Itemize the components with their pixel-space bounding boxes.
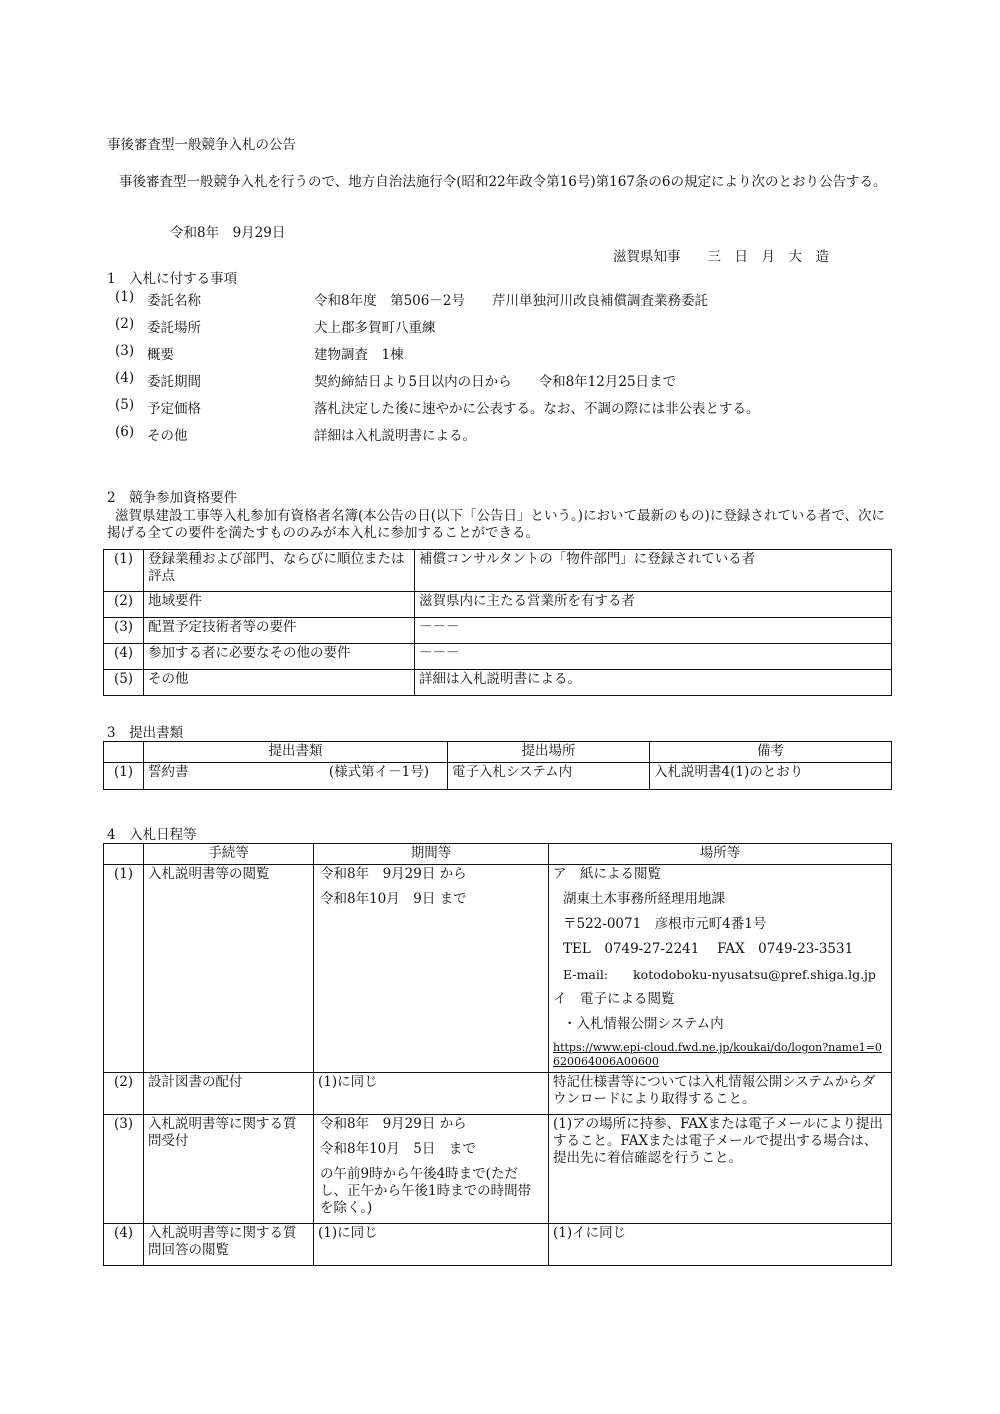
table-row [104,1115,892,1224]
row-number: (2) [104,1073,144,1115]
period-start: 令和8年 9月29日 から [320,866,467,882]
intro-paragraph: 事後審査型一般競争入札を行うので、地方自治法施行令(昭和22年政令第16号)第167条の6の規定により次のとおり公告する。 [119,174,887,190]
period-cell: (1)に同じ [314,1073,549,1115]
item-value: 建物調査 1棟 [314,347,404,363]
electronic-viewing-label: イ 電子による閲覧 [553,991,675,1007]
table-row [104,670,892,696]
item-label: 委託名称 [147,293,201,309]
item-label: 予定価格 [147,401,201,417]
requirement-label: 配置予定技術者等の要件 [144,618,415,644]
office-phone-fax: TEL 0749-27-2241 FAX 0749-23-3531 [563,941,854,957]
requirement-value: 滋賀県内に主たる営業所を有する者 [415,592,892,618]
item-value: 落札決定した後に速やかに公表する。なお、不調の際には非公表とする。 [314,401,760,417]
list-item [115,420,895,447]
page-title: 事後審査型一般競争入札の公告 [107,137,296,153]
procedure-cell: 入札説明書等の閲覧 [144,865,314,1073]
row-number: (3) [104,1115,144,1224]
header-blank [104,844,144,865]
schedule-table [103,843,892,1266]
section-4-heading: 4 入札日程等 [107,827,197,843]
office-address: 〒522-0071 彦根市元町4番1号 [563,916,767,932]
section-2-heading: 2 競争参加資格要件 [107,490,238,506]
row-number: (1) [104,550,144,592]
office-email: E-mail: kotodoboku-nyusatsu@pref.shiga.lg.jp [563,967,876,982]
document-name: 誓約書 [148,764,189,780]
table-row [104,1224,892,1266]
procedure-cell: 設計図書の配付 [144,1073,314,1115]
table-header-row [104,742,892,763]
document-cell [144,763,448,790]
system-url-link[interactable]: https://www.epi-cloud.fwd.ne.jp/koukai/do/logon?name1=0620064006A00600 [553,1041,882,1068]
list-item [115,312,895,339]
column-header: 期間等 [314,844,549,865]
table-row [104,592,892,618]
place-cell: (1)アの場所に持参、FAXまたは電子メールにより提出すること。FAXまたは電子メールで提出する場合は、提出先に着信確認を行うこと。 [549,1115,892,1224]
row-number: (3) [104,618,144,644]
period-end: 令和8年10月 5日 まで [320,1141,476,1157]
item-value: 契約締結日より5日以内の日から 令和8年12月25日まで [314,374,677,390]
column-header: 提出場所 [448,742,650,763]
document-note: 入札説明書4(1)のとおり [650,763,892,790]
submission-place: 電子入札システム内 [448,763,650,790]
table-header-row [104,844,892,865]
requirement-label: 参加する者に必要なその他の要件 [144,644,415,670]
office-name: 湖東土木事務所経理用地課 [563,891,725,907]
row-number: (4) [104,644,144,670]
system-name: ・入札情報公開システム内 [563,1016,724,1032]
row-number: (5) [104,670,144,696]
item-number: (3) [115,343,135,359]
row-number: (1) [104,865,144,1073]
table-row [104,644,892,670]
period-hours: の午前9時から午後4時まで(ただし、正午から午後1時までの時間帯を除く。) [320,1166,532,1216]
list-item [115,339,895,366]
list-item [115,393,895,420]
requirement-label: 登録業種および部門、ならびに順位または評点 [144,550,415,592]
row-number: (1) [104,763,144,790]
requirement-value: －－－ [415,618,892,644]
requirement-label: 地域要件 [144,592,415,618]
list-item [115,366,895,393]
period-cell: (1)に同じ [314,1224,549,1266]
table-row [104,550,892,592]
table-row [104,618,892,644]
column-header: 場所等 [549,844,892,865]
period-cell [314,865,549,1073]
item-label: 委託場所 [147,320,201,336]
table-row [104,865,892,1073]
item-number: (2) [115,316,135,332]
place-cell [549,865,892,1073]
row-number: (4) [104,1224,144,1266]
item-label: 概要 [147,347,174,363]
item-value: 令和8年度 第506－2号 芹川単独河川改良補償調査業務委託 [314,293,708,309]
documents-table [103,741,892,790]
header-blank [104,742,144,763]
item-label: その他 [147,428,188,444]
section-3-heading: 3 提出書類 [107,725,184,741]
item-label: 委託期間 [147,374,201,390]
item-value: 詳細は入札説明書による。 [314,428,476,444]
place-cell: 特記仕様書等については入札情報公開システムからダウンロードにより取得すること。 [549,1073,892,1115]
requirement-label: その他 [144,670,415,696]
item-number: (5) [115,397,135,413]
notice-date: 令和8年 9月29日 [170,225,286,241]
column-header: 備考 [650,742,892,763]
item-value: 犬上郡多賀町八重練 [314,320,436,336]
procedure-cell: 入札説明書等に関する質問受付 [144,1115,314,1224]
section-1-heading: 1 入札に付する事項 [107,271,238,287]
requirements-table [103,549,892,696]
column-header: 手続等 [144,844,314,865]
document-form: (様式第イ－1号) [328,764,429,780]
item-number: (1) [115,289,135,305]
row-number: (2) [104,592,144,618]
table-row [104,1073,892,1115]
requirement-value: 補償コンサルタントの「物件部門」に登録されている者 [415,550,892,592]
section-2-intro: 滋賀県建設工事等入札参加有資格者名簿(本公告の日(以下「公告日」という。)において最新のもの)に登録されている者で、次に掲げる全ての要件を満たすもののみが本入札に参加することができる。 [107,508,886,541]
section-1-list [115,285,895,447]
period-start: 令和8年 9月29日 から [320,1116,467,1132]
period-end: 令和8年10月 9日 まで [320,891,467,907]
table-row [104,763,892,790]
requirement-value: －－－ [415,644,892,670]
procedure-cell: 入札説明書等に関する質問回答の閲覧 [144,1224,314,1266]
paper-viewing-label: ア 紙による閲覧 [553,866,661,882]
requirement-value: 詳細は入札説明書による。 [415,670,892,696]
item-number: (6) [115,424,135,440]
list-item [115,285,895,312]
column-header: 提出書類 [144,742,448,763]
place-cell: (1)イに同じ [549,1224,892,1266]
issuer-name: 滋賀県知事 三 日 月 大 造 [613,249,829,265]
period-cell [314,1115,549,1224]
item-number: (4) [115,370,135,386]
